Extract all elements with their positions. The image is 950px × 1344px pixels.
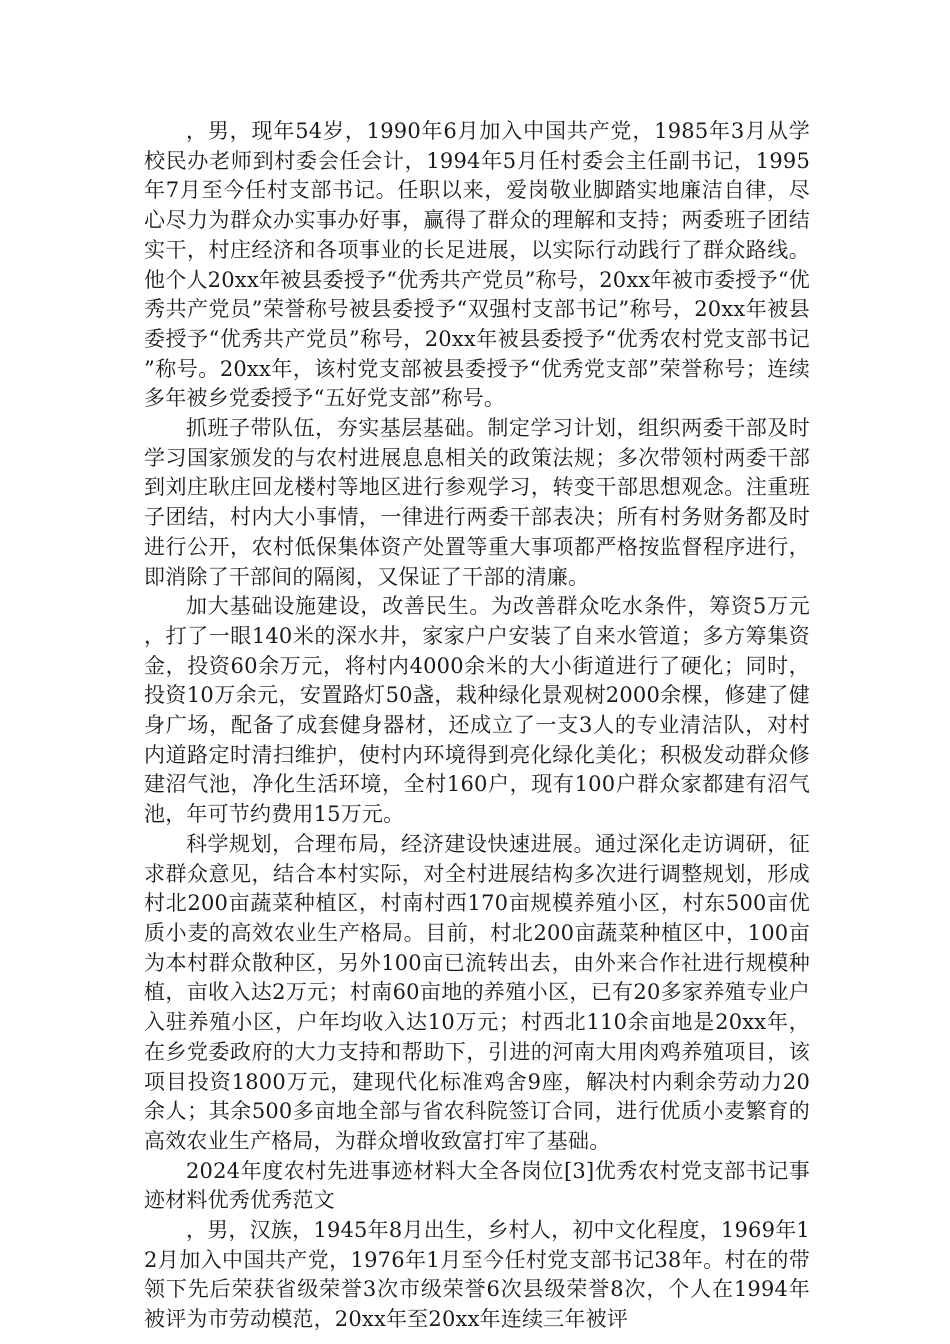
paragraph-team-building: 抓班子带队伍，夯实基层基础。制定学习计划，组织两委干部及时学习国家颁发的与农村进展息息相关的政策法规；多次带领村两委干部到刘庄耿庄回龙楼村等地区进行参观学习，转变干部思想观念。注重班子团结，村内大小事情，一律进行两委干部表决；所有村务财务都及时进行公开，农村低保集体资产处置等重大事项都严格按监督程序进行，即消除了干部间的隔阂，又保证了干部的清廉。 [144, 416, 810, 589]
paragraph-second-profile: ，男，汉族，1945年8月出生，乡村人，初中文化程度，1969年12月加入中国共产党，1976年1月至今任村党支部书记38年。村在的带领下先后荣获省级荣誉3次市级荣誉6次县级荣誉8次，个人在1994年被评为市劳动模范，20xx年至20xx年连续三年被评 [144, 1218, 810, 1332]
paragraph-profile: ，男，现年54岁，1990年6月加入中国共产党，1985年3月从学校民办老师到村委会任会计，1994年5月任村委会主任副书记，1995年7月至今任村支部书记。任职以来，爱岗敬业脚踏实地廉洁自律，尽心尽力为群众办实事办好事，赢得了群众的理解和支持；两委班子团结实干，村庄经济和各项事业的长足进展，以实际行动践行了群众路线。他个人20xx年被县委授予“优秀共产党员”称号，20xx年被市委授予“优秀共产党员”荣誉称号被县委授予“双强村支部书记”称号，20xx年被县委授予“优秀共产党员”称号，20xx年被县委授予“优秀农村党支部书记”称号。20xx年，该村党支部被县委授予“优秀党支部”荣誉称号；连续多年被乡党委授予“五好党支部”称号。 [144, 119, 810, 411]
paragraph-planning: 科学规划，合理布局，经济建设快速进展。通过深化走访调研，征求群众意见，结合本村实际，对全村进展结构多次进行调整规划，形成村北200亩蔬菜种植区，村南村西170亩规模养殖小区，村东500亩优质小麦的高效农业生产格局。目前，村北200亩蔬菜种植区中，100亩为本村群众散种区，另外100亩已流转出去，由外来合作社进行规模种植，亩收入达2万元；村南60亩地的养殖小区，已有20多家养殖专业户入驻养殖小区，户年均收入达10万元；村西北110余亩地是20xx年，在乡党委政府的大力支持和帮助下，引进的河南大用肉鸡养殖项目，该项目投资1800万元，建现代化标准鸡舍9座，解决村内剩余劳动力20余人；其余500多亩地全部与省农科院签订合同，进行优质小麦繁育的高效农业生产格局，为群众增收致富打牢了基础。 [144, 831, 810, 1153]
document-page [144, 117, 810, 1335]
paragraph-infrastructure: 加大基础设施建设，改善民生。为改善群众吃水条件，筹资5万元，打了一眼140米的深水井，家家户户安装了自来水管道；多方筹集资金，投资60余万元，将村内4000余米的大小街道进行了硬化；同时，投资10万余元，安置路灯50盏，栽种绿化景观树2000余棵，修建了健身广场，配备了成套健身器材，还成立了一支3人的专业清洁队，对村内道路定时清扫维护，使村内环境得到亮化绿化美化；积极发动群众修建沼气池，净化生活环境，全村160户，现有100户群众家都建有沼气池，年可节约费用15万元。 [144, 594, 810, 827]
section-heading: 2024年度农村先进事迹材料大全各岗位[3]优秀农村党支部书记事迹材料优秀优秀范文 [144, 1158, 810, 1213]
